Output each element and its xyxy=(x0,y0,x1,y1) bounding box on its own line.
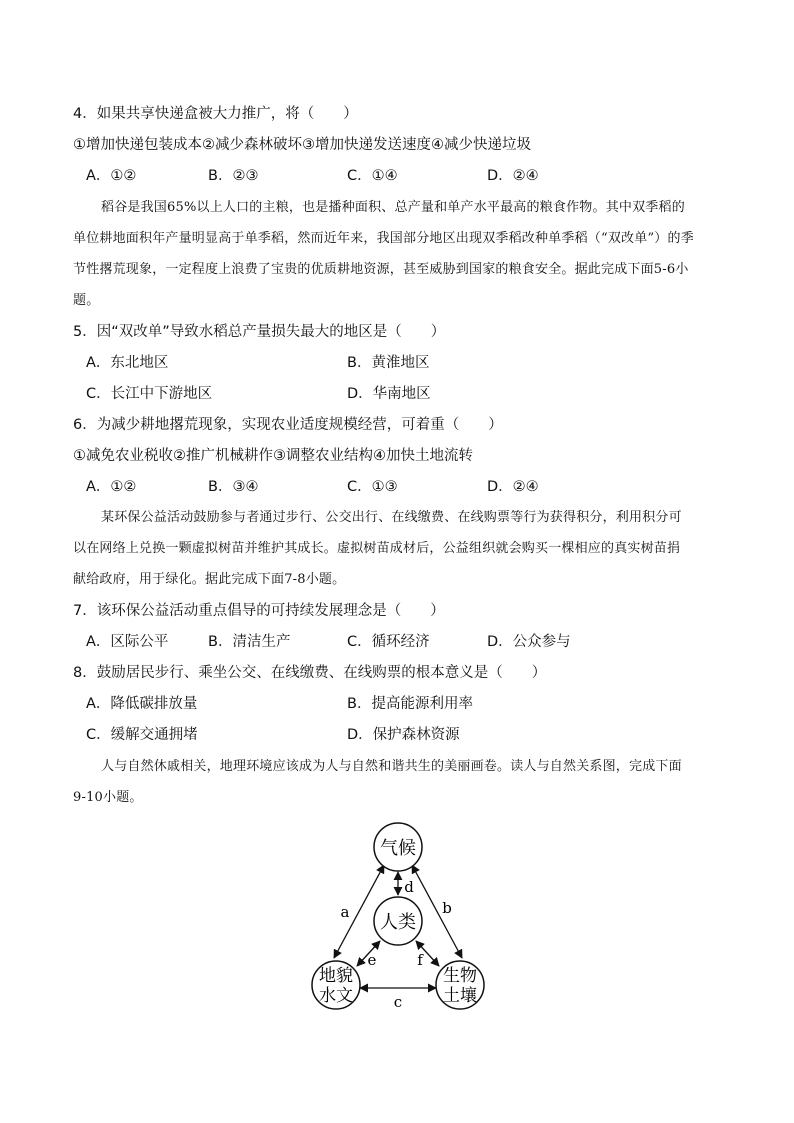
node-human-label: 人类 xyxy=(380,912,416,933)
q4-option-a: A．①② xyxy=(86,168,137,184)
q5-option-d: D．华南地区 xyxy=(347,386,431,402)
q6-statement: ①减免农业税收②推广机械耕作③调整农业结构④加快土地流转 xyxy=(73,448,473,464)
node-bio-label-line2: 土壤 xyxy=(443,986,477,1006)
passage2-line1: 某环保公益活动鼓励参与者通过步行、公交出行、在线缴费、在线购票等行为获得积分，利用积分可 xyxy=(101,510,682,525)
q5-option-a: A．东北地区 xyxy=(86,355,169,371)
passage2-line2: 以在网络上兑换一颗虚拟树苗并维护其成长。虚拟树苗成材后，公益组织就会购买一棵相应的真实树苗捐 xyxy=(73,541,681,556)
q6-option-d: D．②④ xyxy=(487,479,539,495)
q6-stem: 6．为减少耕地撂荒现象，实现农业适度规模经营，可着重（ ） xyxy=(73,417,503,433)
passage3-line2: 9-10小题。 xyxy=(73,790,143,805)
q8-option-d: D．保护森林资源 xyxy=(347,727,460,743)
edge-label-a: a xyxy=(340,903,350,921)
q5-stem: 5．因“双改单”导致水稻总产量损失最大的地区是（ ） xyxy=(73,324,446,340)
q7-option-b: B．清洁生产 xyxy=(208,634,291,650)
q4-option-b: B．②③ xyxy=(208,168,259,184)
edge-label-f: f xyxy=(417,951,423,969)
q5-option-c: C．长江中下游地区 xyxy=(86,386,213,402)
node-bio-label-line1: 生物 xyxy=(443,966,477,986)
q6-option-b: B．③④ xyxy=(208,479,259,495)
passage3-line1: 人与自然休戚相关，地理环境应该成为人与自然和谐共生的美丽画卷。读人与自然关系图，完成下面 xyxy=(101,759,682,774)
q4-option-c: C．①④ xyxy=(347,168,398,184)
passage1-line2: 单位耕地面积年产量明显高于单季稻，然而近年来，我国部分地区出现双季稻改种单季稻（“双改单”）的季 xyxy=(73,231,694,246)
q4-option-d: D．②④ xyxy=(487,168,539,184)
passage1-line4: 题。 xyxy=(73,293,100,308)
node-climate-label: 气候 xyxy=(380,838,416,859)
q6-option-a: A．①② xyxy=(86,479,137,495)
node-landform-label-line2: 水文 xyxy=(319,986,353,1006)
edge-label-c: c xyxy=(393,993,403,1011)
q5-option-b: B．黄淮地区 xyxy=(347,355,430,371)
passage1-line3: 节性撂荒现象，一定程度上浪费了宝贵的优质耕地资源，甚至威胁到国家的粮食安全。据此完成下面5-6小 xyxy=(73,262,689,277)
edge-label-b: b xyxy=(442,899,452,917)
q4-statement: ①增加快递包装成本②减少森林破坏③增加快递发送速度④减少快递垃圾 xyxy=(73,137,531,153)
passage1-line1: 稻谷是我国65%以上人口的主粮，也是播种面积、总产量和单产水平最高的粮食作物。其中双季稻的 xyxy=(101,200,685,215)
q8-option-b: B．提高能源利用率 xyxy=(347,696,473,712)
q4-stem: 4．如果共享快递盒被大力推广，将（ ） xyxy=(73,106,358,122)
q8-option-c: C．缓解交通拥堵 xyxy=(86,727,198,743)
node-landform-label-line1: 地貌 xyxy=(319,966,353,986)
edge-label-d: d xyxy=(404,878,414,896)
edge-label-e: e xyxy=(367,951,377,969)
q7-option-d: D．公众参与 xyxy=(487,634,571,650)
q8-stem: 8．鼓励居民步行、乘坐公交、在线缴费、在线购票的根本意义是（ ） xyxy=(73,665,547,681)
q7-option-c: C．循环经济 xyxy=(347,634,430,650)
q7-option-a: A．区际公平 xyxy=(86,634,169,650)
passage2-line3: 献给政府，用于绿化。据此完成下面7-8小题。 xyxy=(73,572,346,587)
q6-option-c: C．①③ xyxy=(347,479,398,495)
q7-stem: 7．该环保公益活动重点倡导的可持续发展理念是（ ） xyxy=(73,603,445,619)
q8-option-a: A．降低碳排放量 xyxy=(86,696,198,712)
human-nature-relationship-diagram xyxy=(300,815,500,1015)
